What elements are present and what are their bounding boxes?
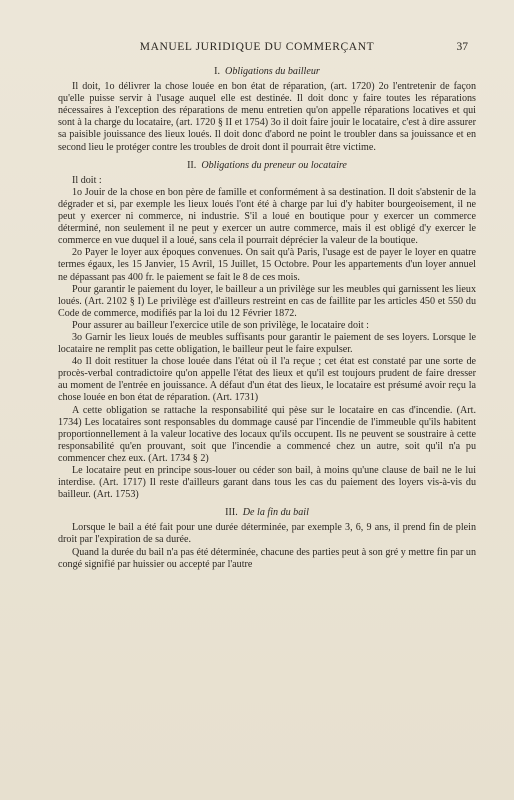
paragraph: 2o Payer le loyer aux époques convenues. On sait qu'à Paris, l'usage est de payer le loyer en quatre termes égaux, les 15 Janvier, 15 Avril, 15 Juillet, 15 Octobre. Pour les appartements d'un loyer annuel ne dépassant pas 400 fr. le paiement se fait le 8 de ces mois.: [58, 247, 476, 283]
section-number: III.: [225, 507, 238, 519]
section-number: II.: [187, 159, 197, 171]
section-heading-2: [58, 160, 476, 172]
page-number: 37: [456, 41, 468, 53]
paragraph: Il doit, 1o délivrer la chose louée en bon état de réparation, (art. 1720) 2o l'entretenir de façon qu'elle puisse servir à l'usage auquel elle est destinée. Il doit donc y faire toutes les réparations nécessaires à l'exception des réparations de menu entretien qu'on appelle réparations locatives et qui sont à la charge du locataire, (art. 1720 § II et 1754) 3o il doit faire jouir le locataire, c'est à dire assurer sa paisible jouissance des lieux loués. Il doit donc d'abord ne point le troubler dans sa jouissance et en second lieu le protéger contre les troubles de droit dont il pourrait être victime.: [58, 81, 476, 153]
page-body: [58, 66, 476, 571]
paragraph: Lorsque le bail a été fait pour une durée déterminée, par exemple 3, 6, 9 ans, il prend fin de plein droit par l'expiration de sa durée.: [58, 522, 476, 546]
paragraph: 1o Jouir de la chose en bon père de famille et conformément à sa destination. Il doit s'abstenir de la dégrader et si, par exemple les lieux loués l'ont été à charge par lui d'y habiter bourgeoisement, il ne peut y exercer ni commerce, ni industrie. S'il a loué en boutique pour y exercer un commerce déterminé, non seulement il ne peut y exercer un autre commerce, mais il est obligé d'y exercer le commerce en vue duquel il a loué, sans cela il pourrait déprécier la valeur de la boutique.: [58, 186, 476, 247]
paragraph: Pour assurer au bailleur l'exercice utile de son privilège, le locataire doit :: [72, 319, 369, 331]
paragraph: Quand la durée du bail n'a pas été déterminée, chacune des parties peut à son gré y mettre fin par un congé signifié par huissier ou accepté par l'autre: [58, 546, 476, 570]
running-title: MANUEL JURIDIQUE DU COMMERÇANT: [139, 41, 375, 53]
paragraph: A cette obligation se rattache la responsabilité qui pèse sur le locataire en cas d'incendie. (Art. 1734) Les locataires sont responsables du dommage causé par l'incendie de l'immeuble qu'ils habitent proportionnellement à la valeur locative des locaux qu'ils occupent. Ils ne peuvent se soustraire à cette responsabilité qu'en prouvant, soit que l'incendie a commencé chez un autre, soit qu'il n'a pu commencer chez eux. (Art. 1734 § 2): [58, 404, 476, 464]
section-heading-3: [58, 507, 476, 519]
section-number: I.: [214, 66, 221, 77]
paragraph: 3o Garnir les lieux loués de meubles suffisants pour garantir le paiement de ses loyers. Lorsque le locataire ne remplit pas cette obligation, le bailleur peut le faire expulser.: [58, 331, 476, 356]
paragraph: Le locataire peut en principe sous-louer ou céder son bail, à moins qu'une clause de bail ne le lui interdise. (Art. 1717) Il reste d'ailleurs garant dans tous les cas du paiement des loyers vis-à-vis du bailleur. (Art. 1753): [58, 465, 476, 501]
section-title: Obligations du preneur ou locataire: [201, 159, 347, 171]
section-heading-1: [58, 66, 476, 78]
running-header: [0, 41, 514, 55]
paragraph: Pour garantir le paiement du loyer, le bailleur a un privilège sur les meubles qui garnissent les lieux loués. (Art. 2102 § I) Le privilège est d'ailleurs restreint en cas de faillite par les articles 450 et 550 du Code de commerce, modifiés par la loi du 12 Février 1872.: [58, 283, 476, 319]
paragraph: 4o Il doit restituer la chose louée dans l'état où il l'a reçue ; cet état est constaté par une sorte de procès-verbal contradictoire qu'on appelle l'état des lieux et qu'il est toujours prudent de faire dresser au moment de l'entrée en jouissance. A défaut d'un état des lieux, le locataire est présumé avoir reçu la chose louée en bon état de réparation. (Art. 1731): [58, 356, 476, 404]
section-title: Obligations du bailleur: [225, 66, 320, 77]
section-title: De la fin du bail: [242, 507, 309, 519]
paragraph: Il doit :: [72, 174, 102, 186]
